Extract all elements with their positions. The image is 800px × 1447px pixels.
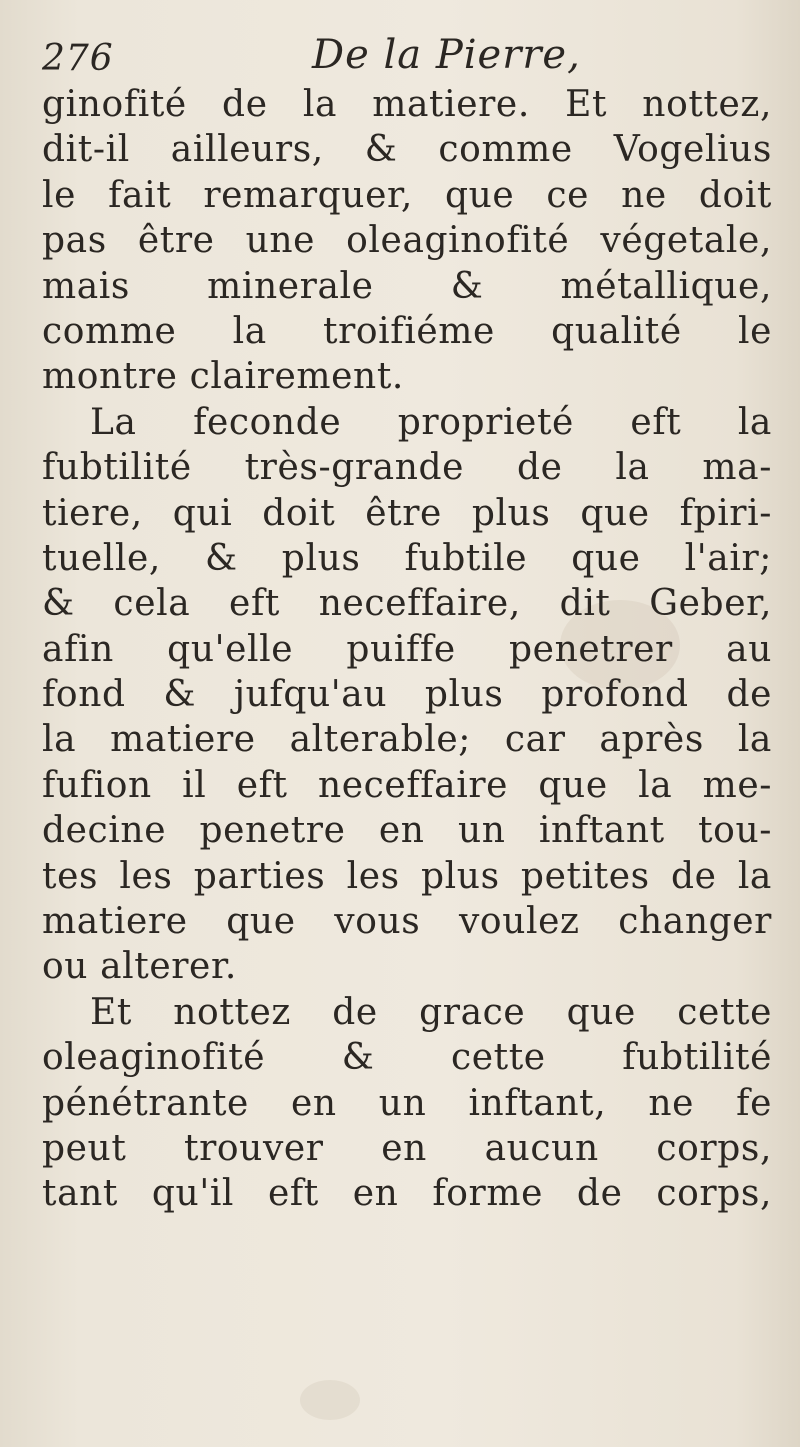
text-line: dit-il ailleurs, & comme Vogelius — [42, 129, 772, 171]
paragraph-3 — [42, 990, 772, 1217]
text-line: La feconde proprieté eft la — [90, 401, 772, 443]
text-line: ginofité de la matiere. Et nottez, — [42, 84, 772, 125]
page-header — [42, 30, 762, 86]
text-line: Et nottez de grace que cette — [90, 991, 772, 1033]
page-number: 276 — [42, 38, 114, 79]
text-line: fufion il eft neceffaire que la me- — [42, 764, 772, 806]
running-title: De la Pierre, — [312, 32, 581, 78]
text-line: matiere que vous voulez changer — [42, 901, 772, 943]
text-line: oleaginofité & cette fubtilité — [42, 1037, 772, 1079]
text-line: tuelle, & plus fubtile que l'air; — [42, 537, 772, 579]
text-line: montre clairement. — [42, 356, 404, 398]
paragraph-1 — [42, 82, 772, 400]
text-line: peut trouver en aucun corps, — [42, 1127, 772, 1169]
text-line: tiere, qui doit être plus que fpiri- — [42, 492, 772, 534]
text-line: ou alterer. — [42, 946, 237, 988]
text-line: comme la troifiéme qualité le — [42, 310, 772, 352]
text-line: pas être une oleaginofité végetale, — [42, 220, 772, 262]
text-line: tant qu'il eft en forme de corps, — [42, 1173, 772, 1215]
text-line: pénétrante en un inftant, ne fe — [42, 1082, 772, 1124]
body-text — [42, 82, 772, 1217]
text-line: decine penetre en un inftant tou- — [42, 810, 772, 852]
text-line: la matiere alterable; car après la — [42, 719, 772, 761]
text-line: le fait remarquer, que ce ne doit — [42, 174, 772, 216]
text-line: fubtilité très-grande de la ma- — [42, 447, 772, 489]
text-line: afin qu'elle puiffe penetrer au — [42, 628, 772, 670]
text-line: & cela eft neceffaire, dit Geber, — [42, 583, 772, 625]
text-line: tes les parties les plus petites de la — [42, 855, 772, 897]
text-line: mais minerale & métallique, — [42, 265, 772, 307]
text-line: fond & jufqu'au plus profond de — [42, 674, 772, 716]
paper-stain — [300, 1380, 360, 1420]
paragraph-2 — [42, 400, 772, 990]
